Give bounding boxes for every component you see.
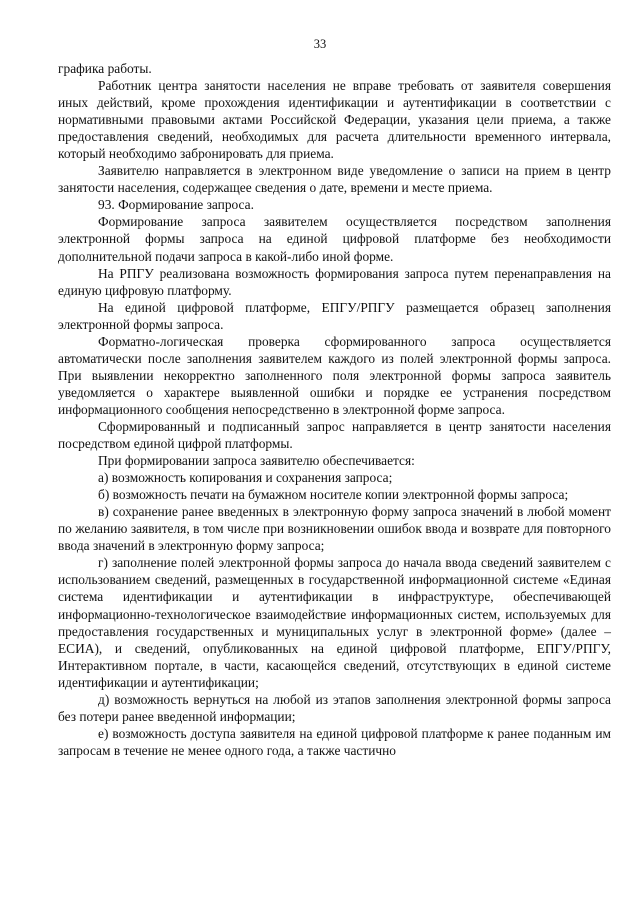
- document-body: [58, 60, 611, 759]
- paragraph-request-submission: Сформированный и подписанный запрос направляется в центр занятости населения посредством единой цифрой платформы.: [58, 418, 611, 452]
- paragraph-format-check: Форматно-логическая проверка сформированного запроса осуществляется автоматически после заполнения заявителем каждого из полей электронной формы запроса. При выявлении некорректно заполненного поля электронной формы запроса заявитель уведомляется о характере выявленной ошибки и порядке ее устранения посредством информационного сообщения непосредственно в электронной форме запроса.: [58, 333, 611, 417]
- list-item-a: а) возможность копирования и сохранения запроса;: [98, 470, 393, 486]
- paragraph-employee-restrictions: Работник центра занятости населения не вправе требовать от заявителя совершения иных действий, кроме прохождения идентификации и аутентификации в соответствии с нормативными правовыми актами Российской Федерации, указания цели приема, а также предоставления сведений, необходимых для расчета длительности временного интервала, который необходимо забронировать для приема.: [58, 78, 611, 162]
- list-item-e: е) возможность доступа заявителя на единой цифровой платформе к ранее поданным им запросам в течение не менее одного года, а также частично: [58, 725, 611, 758]
- page-number: 33: [313, 37, 327, 51]
- paragraph-rpgu-redirect: На РПГУ реализована возможность формирования запроса путем перенаправления на единую цифровую платформу.: [58, 265, 611, 298]
- paragraph-provisions-intro: При формировании запроса заявителю обеспечивается:: [98, 453, 415, 469]
- paragraph-form-sample: На единой цифровой платформе, ЕПГУ/РПГУ размещается образец заполнения электронной формы запроса.: [58, 299, 611, 332]
- list-item-d: д) возможность вернуться на любой из этапов заполнения электронной формы запроса без потери ранее введенной информации;: [58, 691, 611, 724]
- section-heading-93: 93. Формирование запроса.: [98, 197, 254, 213]
- list-item-g: г) заполнение полей электронной формы запроса до начала ввода сведений заявителем с использованием сведений, размещенных в государственной информационной системе «Единая система идентификации и аутентификации в инфраструктуре, обеспечивающей информационно-технологическое взаимодействие информационных систем, используемых для предоставления государственных и муниципальных услуг в электронной форме» (далее – ЕСИА), и сведений, опубликованных на единой цифровой платформе, ЕПГУ/РПГУ, Интерактивном портале, в части, касающейся сведений, отсутствующих в единой системе идентификации и аутентификации;: [58, 555, 611, 690]
- paragraph-request-formation: Формирование запроса заявителем осуществляется посредством заполнения электронной формы запроса на единой цифровой платформе без необходимости дополнительной подачи запроса в какой-либо иной форме.: [58, 214, 611, 264]
- list-item-b: б) возможность печати на бумажном носителе копии электронной формы запроса;: [98, 487, 569, 503]
- list-item-v: в) сохранение ранее введенных в электронную форму запроса значений в любой момент по желанию заявителя, в том числе при возникновении ошибок ввода и возврате для повторного ввода значений в электронную форму запроса;: [58, 504, 611, 554]
- paragraph-appointment-notification: Заявителю направляется в электронном виде уведомление о записи на прием в центр занятости населения, содержащее сведения о дате, времени и месте приема.: [58, 163, 611, 196]
- paragraph-continuation: графика работы.: [58, 61, 152, 76]
